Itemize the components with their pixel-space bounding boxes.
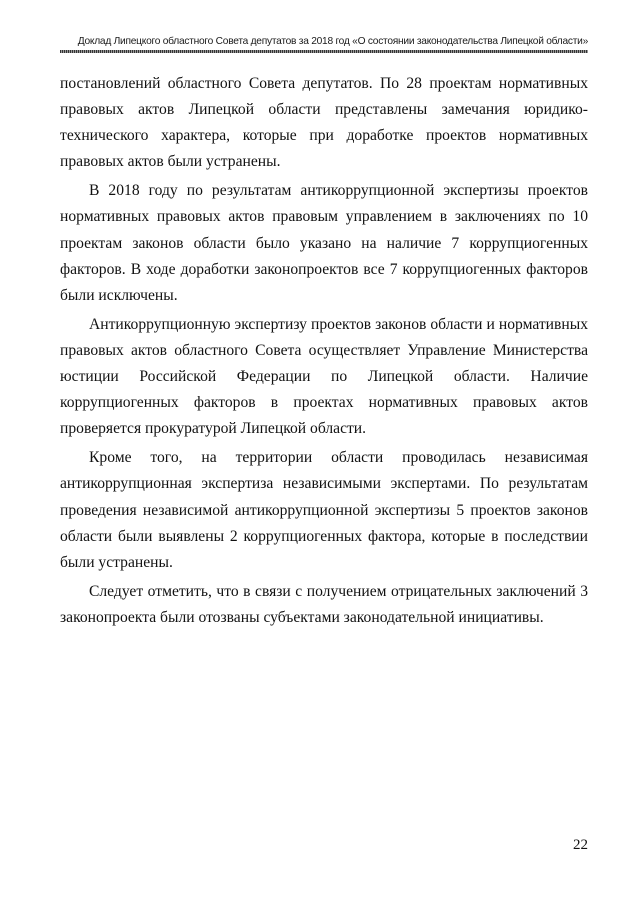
paragraph: Кроме того, на территории области проводилась независимая антикоррупционная экспертиза независимыми экспертами. По результатам проведения независимой антикоррупционной экспертизы 5 проектов законов области были выявлены 2 коррупциогенных фактора, которые в последствии были устранены. <box>60 449 588 571</box>
header-title: Доклад Липецкого областного Совета депутатов за 2018 год «О состоянии законодательства Липецкой области» <box>77 36 588 47</box>
header-rule <box>60 50 588 53</box>
page-number: 22 <box>573 837 588 853</box>
paragraph: Следует отметить, что в связи с получением отрицательных заключений 3 законопроекта были отозваны субъектами законодательной инициативы. <box>60 582 588 626</box>
document-body <box>60 71 588 631</box>
paragraph: В 2018 году по результатам антикоррупционной экспертизы проектов нормативных правовых актов правовым управлением в заключениях по 10 проектам законов области было указано на наличие 7 коррупциогенных факторов. В ходе доработки законопроектов все 7 коррупциогенных факторов были исключены. <box>60 182 588 304</box>
running-header <box>60 32 588 54</box>
paragraph-continuation: постановлений областного Совета депутатов. По 28 проектам нормативных правовых актов Липецкой области представлены замечания юридико-технического характера, которые при доработке проектов нормативных правовых актов были устранены. <box>60 75 588 171</box>
paragraph: Антикоррупционную экспертизу проектов законов области и нормативных правовых актов областного Совета осуществляет Управление Министерства юстиции Российской Федерации по Липецкой области. Наличие коррупциогенных факторов в проектах нормативных правовых актов проверяется прокуратурой Липецкой области. <box>60 315 588 438</box>
